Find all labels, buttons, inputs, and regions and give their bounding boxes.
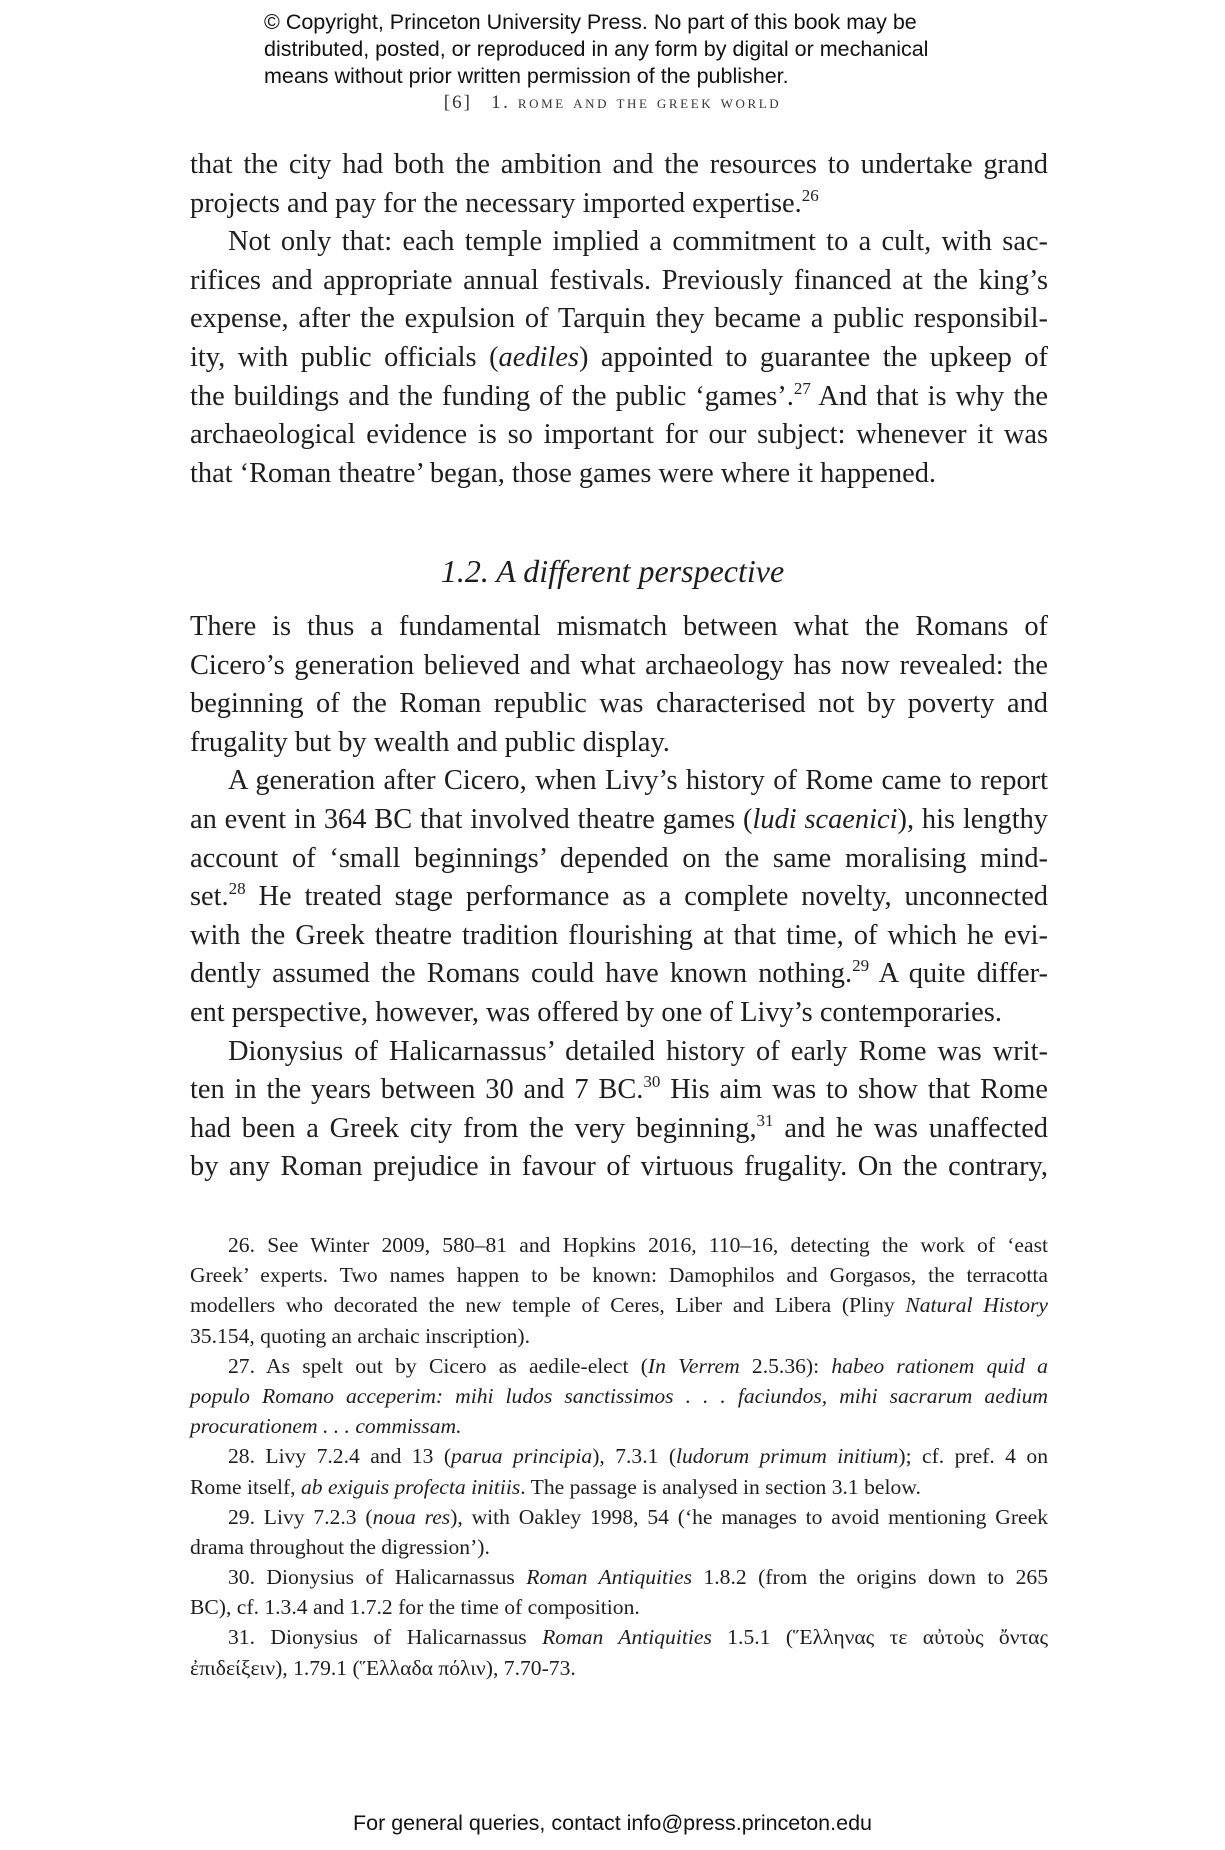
footnote-line: ἐπιδείξειν), 1.79.1 (Ἕλλαδα πόλιν), 7.70-73. [190,1655,576,1680]
copyright-line: © Copyright, Princeton University Press. No part of this book may be [264,10,917,34]
footnote-29: 29. Livy 7.2.3 (noua res), with Oakley 1998, 54 (‘he manages to avoid mentioning Greek [228,1504,1048,1529]
text-line: There is thus a fundamental mismatch between what the Romans of [190,611,1048,642]
copyright-line: distributed, posted, or reproduced in any form by digital or mechanical [264,37,929,61]
footnote-ref[interactable]: 29 [852,956,870,976]
text-line: the buildings and the funding of the public ‘games’.$^{27}$ And that is why the [190,378,1049,412]
text-line: Dionysius of Halicarnassus’ detailed history of early Rome was writ- [228,1035,1048,1067]
text-line: A generation after Cicero, when Livy’s history of Rome came to report [228,765,1048,797]
copyright-notice [264,9,1024,90]
text-line: by any Roman prejudice in favour of virtuous frugality. On the contrary, [190,1151,1048,1183]
footnote-ref[interactable]: 27 [793,378,811,398]
footnote-line: Greek’ experts. Two names happen to be known: Damophilos and Gorgasos, the terracotta [190,1263,1048,1288]
footer-contact: For general queries, contact info@press.princeton.edu [352,1811,872,1835]
text-line: ity, with public officials (aediles) appointed to guarantee the upkeep of [190,341,1048,373]
section-heading: 1.2. A different perspective [440,553,785,589]
footnote-31: 31. Dionysius of Halicarnassus Roman Antiquities 1.5.1 (Ἕλληνας τε αὐτοὺς ὄντας [228,1625,1049,1650]
footnote-ref[interactable]: 26 [801,185,819,205]
text-line: rifices and appropriate annual festivals. Previously financed at the king’s [190,264,1048,296]
footnote-ref[interactable]: 28 [228,879,246,899]
footnote-line: drama throughout the digression’). [190,1534,490,1559]
text-line: had been a Greek city from the very beginning,$^{31}$ and he was unaffected [190,1110,1048,1144]
footnote-30: 30. Dionysius of Halicarnassus Roman Antiquities 1.8.2 (from the origins down to 265 [228,1565,1048,1590]
text-line: an event in 364 BC that involved theatre games (ludi scaenici), his lengthy [190,803,1048,835]
footnote-line: populo Romano acceperim: mihi ludos sanctissimos . . . faciundos, mihi sacrarum aedium [190,1383,1048,1408]
text-line: archaeological evidence is so important for our subject: whenever it was [190,419,1048,451]
text-line: ent perspective, however, was offered by one of Livy’s contemporaries. [190,996,1002,1028]
text-line: ten in the years between 30 and 7 BC.$^{30}$ His aim was to show that Rome [190,1072,1048,1106]
text-line: projects and pay for the necessary imported expertise.$^{26}$ [190,185,819,219]
text-line: dently assumed the Romans could have known nothing.$^{29}$ A quite differ- [190,956,1048,990]
text-line: account of ‘small beginnings’ depended on the same moralising mind- [190,842,1048,874]
text-line: expense, after the expulsion of Tarquin they became a public responsibil- [190,303,1048,335]
body-text-lower [190,608,1048,1187]
body-text-upper [190,146,1048,493]
footnote-ref[interactable]: 31 [756,1110,774,1130]
footnote-ref[interactable]: 30 [643,1072,661,1092]
running-head [0,92,1225,114]
footnote-28: 28. Livy 7.2.4 and 13 (parua principia), 7.3.1 (ludorum primum initium); cf. pref. 4 on [228,1444,1048,1469]
text-line: Not only that: each temple implied a commitment to a cult, with sac- [228,226,1048,258]
text-line: with the Greek theatre tradition flourishing at that time, of which he evi- [190,919,1048,951]
footnote-line: BC), cf. 1.3.4 and 1.7.2 for the time of composition. [190,1595,640,1620]
footnote-line: Rome itself, ab exiguis profecta initiis. The passage is analysed in section 3.1 below. [190,1474,921,1499]
chapter-title: 1. rome and the greek world [491,92,782,113]
text-line: set.$^{28}$ He treated stage performance as a complete novelty, unconnected [190,879,1048,913]
footnote-line: procurationem . . . commissam. [190,1414,462,1439]
text-line: beginning of the Roman republic was characterised not by poverty and [190,688,1048,720]
footnote-line: modellers who decorated the new temple of Ceres, Liber and Libera (Pliny Natural History [190,1293,1048,1318]
footnote-line: 35.154, quoting an archaic inscription). [190,1323,531,1348]
text-line: Cicero’s generation believed and what archaeology has now revealed: the [190,649,1048,681]
text-line: that the city had both the ambition and the resources to undertake grand [190,149,1048,180]
footnote-26: 26. See Winter 2009, 580–81 and Hopkins 2016, 110–16, detecting the work of ‘east [228,1233,1048,1257]
footnotes [190,1230,1048,1683]
text-line: that ‘Roman theatre’ began, those games were where it happened. [190,457,937,489]
copyright-line: means without prior written permission of the publisher. [264,64,789,88]
text-line: frugality but by wealth and public display. [190,726,670,758]
footnote-27: 27. As spelt out by Cicero as aedile-elect (In Verrem 2.5.36): habeo rationem quid a [228,1353,1048,1378]
page-number: [6] [443,92,472,113]
